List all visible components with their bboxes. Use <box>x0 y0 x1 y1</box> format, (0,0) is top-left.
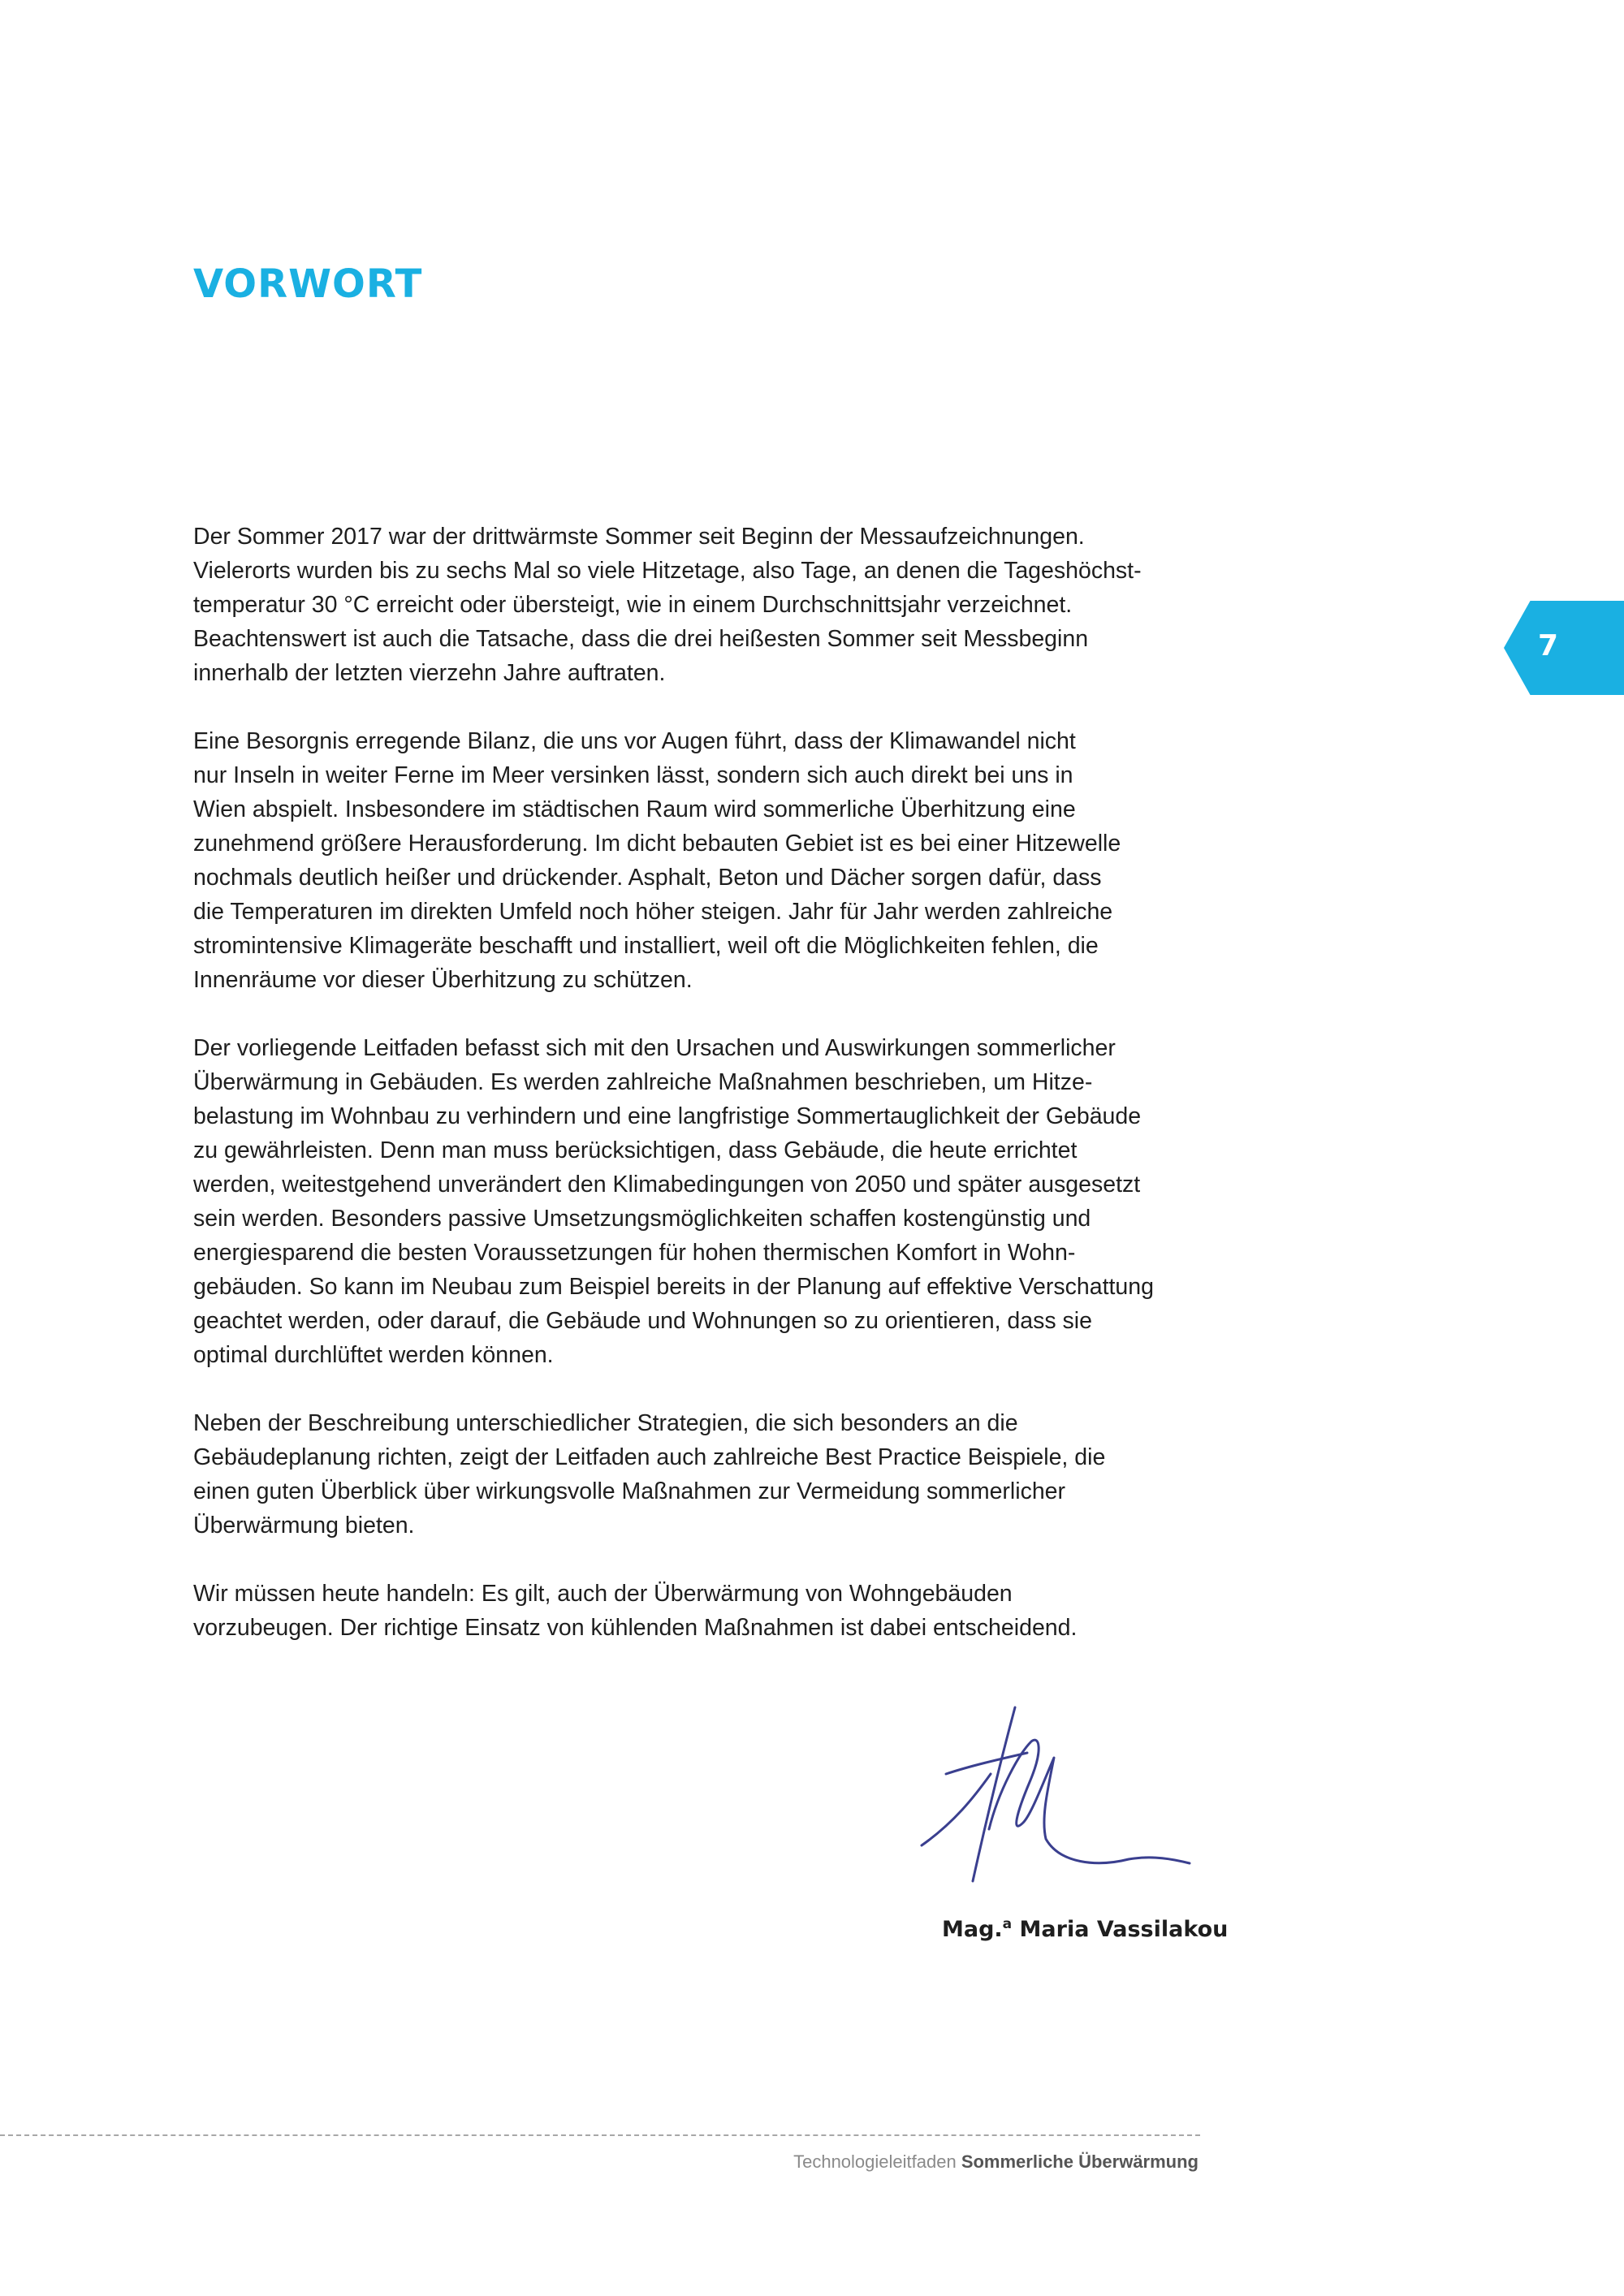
page-number-tab <box>1504 601 1624 695</box>
signer-title: Mag. <box>942 1917 1003 1942</box>
signature-stroke <box>989 1740 1190 1863</box>
text-line: Überwärmung bieten. <box>193 1513 415 1539</box>
text-line: Vielerorts wurden bis zu sechs Mal so viele Hitzetage, also Tage, an denen die Tageshöchst- <box>193 558 1142 584</box>
text-line: vorzubeugen. Der richtige Einsatz von kühlenden Maßnahmen ist dabei entscheidend. <box>193 1615 1078 1641</box>
text-line: zunehmend größere Herausforderung. Im dicht bebauten Gebiet ist es bei einer Hitzewelle <box>193 831 1121 857</box>
paragraph-3 <box>193 1031 1249 1372</box>
signer-full-name: Maria Vassilakou <box>1012 1917 1229 1942</box>
text-line: zu gewährleisten. Denn man muss berücksichtigen, dass Gebäude, die heute errichtet <box>193 1137 1078 1163</box>
signature-strokes <box>922 1707 1190 1881</box>
paragraph-5 <box>193 1577 1249 1645</box>
paragraph-2 <box>193 724 1249 997</box>
text-line: die Temperaturen im direkten Umfeld noch höher steigen. Jahr für Jahr werden zahlreiche <box>193 899 1113 925</box>
text-line: Der Sommer 2017 war der drittwärmste Sommer seit Beginn der Messaufzeichnungen. <box>193 524 1085 550</box>
page-number: 7 <box>1538 629 1559 662</box>
text-line: werden, weitestgehend unverändert den Klimabedingungen von 2050 und später ausgesetzt <box>193 1172 1141 1198</box>
text-line: stromintensive Klimageräte beschafft und installiert, weil oft die Möglichkeiten fehlen, die <box>193 933 1099 959</box>
text-line: belastung im Wohnbau zu verhindern und eine langfristige Sommertauglichkeit der Gebäude <box>193 1103 1142 1129</box>
text-line: sein werden. Besonders passive Umsetzungsmöglichkeiten schaffen kostengünstig und <box>193 1206 1091 1232</box>
text-line: Wien abspielt. Insbesondere im städtischen Raum wird sommerliche Überhitzung eine <box>193 796 1076 822</box>
footer <box>650 2151 1199 2173</box>
text-line: geachtet werden, oder darauf, die Gebäude und Wohnungen so zu orientieren, dass sie <box>193 1308 1092 1334</box>
signature-image <box>909 1693 1202 1904</box>
text-line: energiesparend die besten Voraussetzungen für hohen thermischen Komfort in Wohn- <box>193 1240 1076 1266</box>
text-line: nur Inseln in weiter Ferne im Meer versinken lässt, sondern sich auch direkt bei uns in <box>193 762 1073 788</box>
paragraph-1 <box>193 520 1249 690</box>
signer-name <box>942 1916 1229 1942</box>
text-line: temperatur 30 °C erreicht oder übersteigt, wie in einem Durchschnittsjahr verzeichnet. <box>193 592 1073 618</box>
signer-title-superscript: a <box>1002 1916 1013 1932</box>
signature-stroke <box>973 1707 1015 1881</box>
text-line: Innenräume vor dieser Überhitzung zu schützen. <box>193 967 693 993</box>
text-line: Beachtenswert ist auch die Tatsache, dass die drei heißesten Sommer seit Messbeginn <box>193 626 1089 652</box>
footer-series: Technologieleitfaden <box>793 2151 961 2172</box>
body-text <box>193 520 1249 1679</box>
text-line: optimal durchlüftet werden können. <box>193 1342 554 1368</box>
text-line: innerhalb der letzten vierzehn Jahre auftraten. <box>193 660 666 686</box>
text-line: Wir müssen heute handeln: Es gilt, auch der Überwärmung von Wohngebäuden <box>193 1581 1013 1607</box>
text-line: Gebäudeplanung richten, zeigt der Leitfaden auch zahlreiche Best Practice Beispiele, die <box>193 1444 1106 1470</box>
page-title: VORWORT <box>193 261 423 307</box>
footer-divider <box>0 2134 1200 2136</box>
text-line: nochmals deutlich heißer und drückender. Asphalt, Beton und Dächer sorgen dafür, dass <box>193 865 1102 891</box>
footer-title: Sommerliche Überwärmung <box>961 2151 1199 2172</box>
text-line: Neben der Beschreibung unterschiedlicher Strategien, die sich besonders an die <box>193 1410 1018 1436</box>
text-line: einen guten Überblick über wirkungsvolle Maßnahmen zur Vermeidung sommerlicher <box>193 1478 1066 1504</box>
text-line: gebäuden. So kann im Neubau zum Beispiel bereits in der Planung auf effektive Verschattung <box>193 1274 1154 1300</box>
text-line: Der vorliegende Leitfaden befasst sich mit den Ursachen und Auswirkungen sommerlicher <box>193 1035 1116 1061</box>
signature-stroke <box>922 1774 991 1845</box>
text-line: Eine Besorgnis erregende Bilanz, die uns vor Augen führt, dass der Klimawandel nicht <box>193 728 1076 754</box>
text-line: Überwärmung in Gebäuden. Es werden zahlreiche Maßnahmen beschrieben, um Hitze- <box>193 1069 1093 1095</box>
paragraph-4 <box>193 1406 1249 1543</box>
